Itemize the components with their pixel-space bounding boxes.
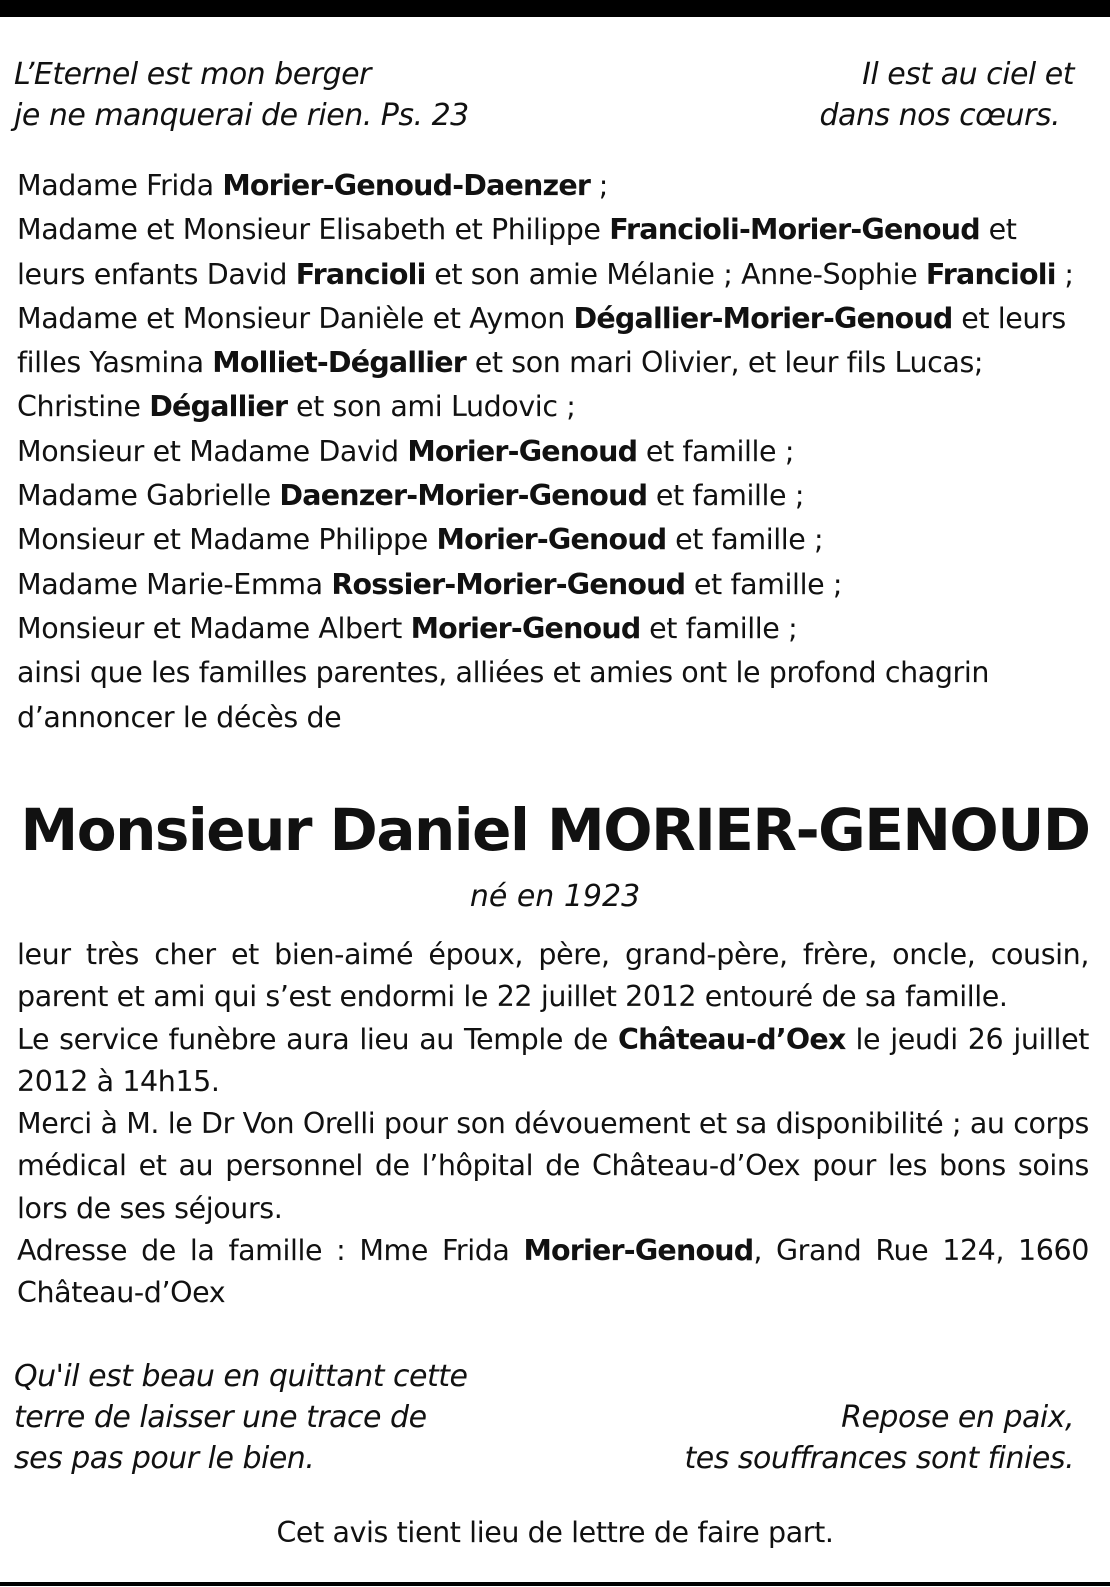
thanks-paragraph: Merci à M. le Dr Von Orelli pour son dévouement et sa disponibilité ; au corps médical et au personnel de l’hôpital de Château-d’Oex pour les bons soins lors de ses séjours. <box>17 1107 1089 1225</box>
family-surname: Morier-Genoud-Daenzer <box>222 169 591 202</box>
family-address: Adresse de la famille : Mme Frida Morier-Genoud, Grand Rue 124, 1660 Château-d’Oex <box>17 1234 1089 1310</box>
family-surname: Morier-Genoud <box>436 523 667 557</box>
family-surname: Daenzer-Morier-Genoud <box>279 479 648 513</box>
family-entry: Madame Frida Morier-Genoud-Daenzer ; <box>17 169 608 202</box>
family-entry: Madame Gabrielle Daenzer-Morier-Genoud et famille ; <box>17 479 805 513</box>
family-entry: Monsieur et Madame David Morier-Genoud et famille ; <box>17 434 795 468</box>
psalm-quote-line: L’Eternel est mon berger <box>14 57 371 92</box>
notice-body <box>17 934 1089 1315</box>
heaven-quote-line: Il est au ciel et <box>862 57 1074 92</box>
family-surname: Francioli-Morier-Genoud <box>609 213 980 247</box>
family-entry: Madame Marie-Emma Rossier-Morier-Genoud et famille ; <box>17 567 843 601</box>
legacy-quote <box>14 1356 467 1479</box>
service-paragraph: Le service funèbre aura lieu au Temple de Château-d’Oex le jeudi 26 juillet 2012 à 14h15. <box>17 1022 1089 1098</box>
psalm-quote-line: je ne manquerai de rien. Ps. 23 <box>14 98 469 133</box>
legacy-quote-line: ses pas pour le bien. <box>14 1441 315 1476</box>
birth-year: né en 1923 <box>469 879 641 914</box>
top-border-rule <box>0 0 1110 17</box>
heaven-quote <box>820 54 1074 136</box>
family-surname: Dégallier-Morier-Genoud <box>573 301 953 335</box>
family-surname: Molliet-Dégallier <box>212 346 467 380</box>
rest-in-peace-line: Repose en paix, <box>841 1400 1074 1435</box>
family-surname: Morier-Genoud <box>410 611 641 645</box>
family-entry: Madame et Monsieur Elisabeth et Philippe Francioli-Morier-Genoud et leurs enfants David Francioli et son amie Mélanie ; Anne-Sophie Francioli ; <box>17 213 1074 291</box>
service-location: Château-d’Oex <box>617 1022 846 1056</box>
rest-in-peace-quote <box>684 1397 1074 1479</box>
psalm-quote <box>14 54 469 136</box>
family-entry: Monsieur et Madame Albert Morier-Genoud et famille ; <box>17 611 798 645</box>
family-entry: Madame et Monsieur Danièle et Aymon Dégallier-Morier-Genoud et leurs filles Yasmina Molliet-Dégallier et son mari Olivier, et leur fils Lucas; Christine Dégallier et son ami Ludovic ; <box>17 301 1066 424</box>
legacy-quote-line: Qu'il est beau en quittant cette <box>14 1359 468 1394</box>
rest-in-peace-line: tes souffrances sont finies. <box>684 1441 1074 1476</box>
announcement-text: ainsi que les familles parentes, alliées et amies ont le profond chagrin d’annoncer le décès de <box>17 656 990 734</box>
family-list <box>17 164 1085 740</box>
family-surname: Dégallier <box>149 390 288 424</box>
family-surname: Francioli <box>925 257 1056 291</box>
legacy-quote-line: terre de laisser une trace de <box>14 1400 427 1435</box>
closing-note: Cet avis tient lieu de lettre de faire part. <box>276 1516 834 1549</box>
deceased-name: Monsieur Daniel MORIER-GENOUD <box>20 796 1090 864</box>
family-surname: Morier-Genoud <box>523 1234 754 1268</box>
family-surname: Francioli <box>295 257 426 291</box>
bottom-border-rule <box>0 1582 1110 1586</box>
family-surname: Morier-Genoud <box>407 434 638 468</box>
heaven-quote-line: dans nos cœurs. <box>819 98 1060 133</box>
family-surname: Rossier-Morier-Genoud <box>331 567 686 601</box>
tribute-paragraph: leur très cher et bien-aimé époux, père, grand-père, frère, oncle, cousin, parent et ami qui s’est endormi le 22 juillet 2012 entouré de sa famille. <box>17 938 1089 1014</box>
family-entry: Monsieur et Madame Philippe Morier-Genoud et famille ; <box>17 523 824 557</box>
